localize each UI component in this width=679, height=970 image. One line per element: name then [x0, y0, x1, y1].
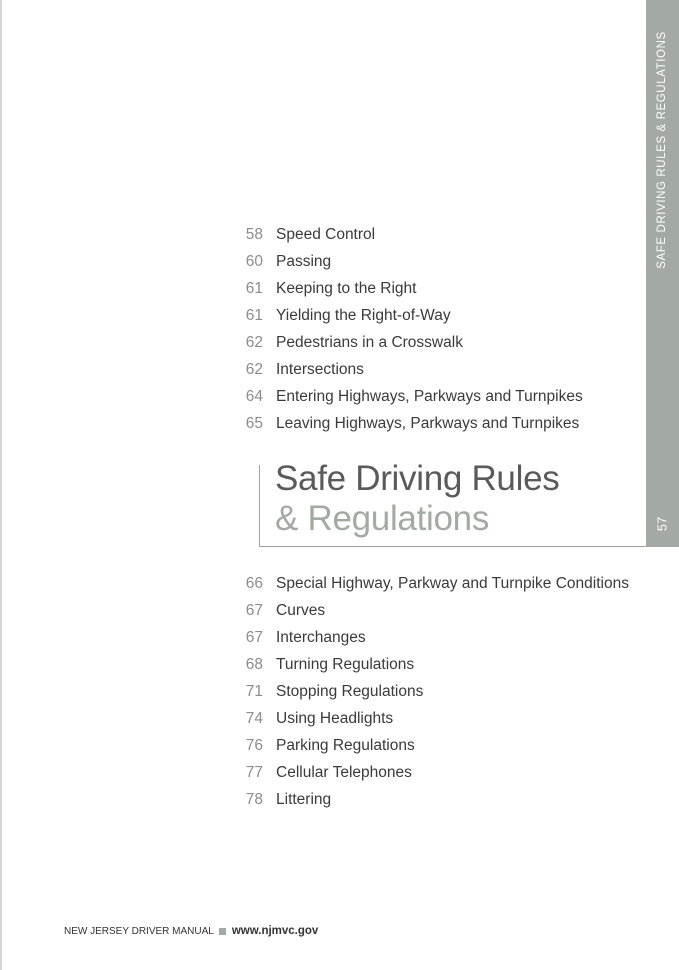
- toc-page: 77: [245, 764, 263, 781]
- toc-item[interactable]: [232, 386, 583, 413]
- side-tab-title: SAFE DRIVING RULES & REGULATIONS: [656, 31, 668, 269]
- footer: [64, 925, 318, 937]
- toc-item[interactable]: [232, 735, 629, 762]
- toc-page: 61: [245, 280, 263, 297]
- toc-item[interactable]: [232, 600, 629, 627]
- toc-list-after: [232, 573, 629, 816]
- toc-label: Parking Regulations: [276, 737, 415, 754]
- toc-label: Entering Highways, Parkways and Turnpikes: [276, 388, 583, 405]
- footer-url-link[interactable]: www.njmvc.gov: [231, 925, 319, 937]
- toc-label: Special Highway, Parkway and Turnpike Conditions: [276, 575, 629, 592]
- toc-label: Cellular Telephones: [276, 764, 412, 781]
- toc-page: 76: [245, 737, 263, 754]
- toc-item[interactable]: [232, 762, 629, 789]
- toc-list-before: [232, 224, 583, 440]
- toc-page: 67: [245, 629, 263, 646]
- toc-label: Littering: [276, 791, 332, 808]
- footer-manual-name: NEW JERSEY DRIVER MANUAL: [64, 925, 214, 937]
- section-title-line2: & Regulations: [275, 499, 490, 538]
- toc-page: 64: [245, 388, 263, 405]
- toc-page: 67: [245, 602, 263, 619]
- toc-page: 61: [245, 307, 263, 324]
- toc-page: 66: [245, 575, 263, 592]
- toc-item[interactable]: [232, 708, 629, 735]
- toc-page: 65: [245, 415, 263, 432]
- toc-page: 62: [245, 361, 263, 378]
- page-left-edge: [0, 0, 2, 970]
- toc-item[interactable]: [232, 251, 583, 278]
- toc-label: Pedestrians in a Crosswalk: [276, 334, 463, 351]
- toc-page: 60: [245, 253, 263, 270]
- toc-label: Leaving Highways, Parkways and Turnpikes: [276, 415, 580, 432]
- toc-label: Speed Control: [276, 226, 376, 243]
- toc-item[interactable]: [232, 413, 583, 440]
- toc-item[interactable]: [232, 278, 583, 305]
- section-title-line1: Safe Driving Rules: [275, 459, 560, 498]
- toc-item[interactable]: [232, 789, 629, 816]
- toc-page: 71: [245, 683, 263, 700]
- toc-label: Keeping to the Right: [276, 280, 417, 297]
- toc-item[interactable]: [232, 681, 629, 708]
- toc-label: Stopping Regulations: [276, 683, 424, 700]
- footer-square-bullet-icon: [219, 928, 226, 935]
- toc-item[interactable]: [232, 573, 629, 600]
- toc-page: 74: [245, 710, 263, 727]
- toc-label: Curves: [276, 602, 326, 619]
- toc-page: 68: [245, 656, 263, 673]
- toc-label: Passing: [276, 253, 332, 270]
- toc-page: 62: [245, 334, 263, 351]
- page-number: 57: [654, 516, 670, 532]
- toc-label: Turning Regulations: [276, 656, 415, 673]
- section-title-box: [259, 459, 646, 547]
- toc-label: Using Headlights: [276, 710, 394, 727]
- toc-label: Yielding the Right-of-Way: [276, 307, 451, 324]
- toc-item[interactable]: [232, 332, 583, 359]
- toc-label: Intersections: [276, 361, 364, 378]
- toc-page: 58: [245, 226, 263, 243]
- toc-label: Interchanges: [276, 629, 366, 646]
- toc-item[interactable]: [232, 224, 583, 251]
- toc-item[interactable]: [232, 654, 629, 681]
- toc-item[interactable]: [232, 305, 583, 332]
- toc-item[interactable]: [232, 359, 583, 386]
- toc-item[interactable]: [232, 627, 629, 654]
- toc-page: 78: [245, 791, 263, 808]
